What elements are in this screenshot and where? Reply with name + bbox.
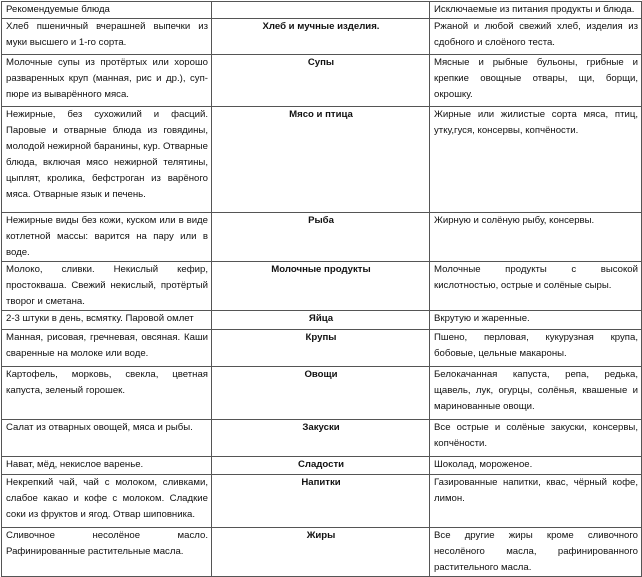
diet-table [1,1,642,577]
header-recommended: Рекомендуемые блюда [2,2,212,19]
recommended-cell: Сливочное несолёное масло. Рафинированные растительные масла. [2,528,212,577]
header-row [2,2,642,19]
recommended-cell: Нежирные виды без кожи, куском или в виде котлетной массы: варится на пару или в воде. [2,213,212,262]
excluded-cell: Пшено, перловая, кукурузная крупа, бобовые, цельные макароны. [430,330,642,367]
recommended-cell: Некрепкий чай, чай с молоком, сливками, слабое какао и кофе с молоком. Сладкие соки из фруктов и ягод. Отвар шиповника. [2,475,212,528]
recommended-cell: Манная, рисовая, гречневая, овсяная. Каши сваренные на молоке или воде. [2,330,212,367]
recommended-cell: Нават, мёд, некислое варенье. [2,457,212,475]
recommended-cell: Нежирные, без сухожилий и фасций. Паровые и отварные блюда из говядины, молодой нежирной баранины, кур. Отварные блюда, включая мясо нежирной телятины, цыплят, кролика, бефстроган из варёного мяса. Отварные язык и печень. [2,107,212,213]
category-cell: Яйца [212,311,430,330]
category-cell: Напитки [212,475,430,528]
excluded-cell: Газированные напитки, квас, чёрный кофе, лимон. [430,475,642,528]
category-cell: Сладости [212,457,430,475]
table-row [2,311,642,330]
category-cell: Жиры [212,528,430,577]
category-cell: Мясо и птица [212,107,430,213]
header-excluded: Исключаемые из питания продукты и блюда. [430,2,642,19]
recommended-cell: Хлеб пшеничный вчерашней выпечки из муки высшего и 1-го сорта. [2,19,212,55]
table-row [2,528,642,577]
excluded-cell: Жирную и солёную рыбу, консервы. [430,213,642,262]
category-cell: Крупы [212,330,430,367]
category-cell: Супы [212,55,430,107]
category-cell: Хлеб и мучные изделия. [212,19,430,55]
excluded-cell: Все острые и солёные закуски, консервы, копчёности. [430,420,642,457]
excluded-cell: Ржаной и любой свежий хлеб, изделия из сдобного и слоёного теста. [430,19,642,55]
excluded-cell: Вкрутую и жаренные. [430,311,642,330]
recommended-cell: Молоко, сливки. Некислый кефир, простокваша. Свежий некислый, протёртый творог и сметана. [2,262,212,311]
table-row [2,262,642,311]
excluded-cell: Мясные и рыбные бульоны, грибные и крепкие овощные отвары, щи, борщи, окрошку. [430,55,642,107]
table-row [2,213,642,262]
table-row [2,55,642,107]
table-row [2,19,642,55]
table-row [2,367,642,420]
table-row [2,475,642,528]
category-cell: Рыба [212,213,430,262]
excluded-cell: Шоколад, мороженое. [430,457,642,475]
recommended-cell: Молочные супы из протёртых или хорошо разваренных круп (манная, рис и др.), суп-пюре из выварённого мяса. [2,55,212,107]
excluded-cell: Все другие жиры кроме сливочного несолёного масла, рафинированного растительного масла. [430,528,642,577]
category-cell: Закуски [212,420,430,457]
recommended-cell: Картофель, морковь, свекла, цветная капуста, зеленый горошек. [2,367,212,420]
category-cell: Молочные продукты [212,262,430,311]
excluded-cell: Жирные или жилистые сорта мяса, птиц, утку,гуся, консервы, копчёности. [430,107,642,213]
recommended-cell: 2-3 штуки в день, всмятку. Паровой омлет [2,311,212,330]
excluded-cell: Белокачанная капуста, репа, редька, щавель, лук, огурцы, солёнья, квашеные и маринованные овощи. [430,367,642,420]
category-cell: Овощи [212,367,430,420]
table-row [2,420,642,457]
excluded-cell: Молочные продукты с высокой кислотностью, острые и солёные сыры. [430,262,642,311]
header-category [212,2,430,19]
table-row [2,330,642,367]
table-row [2,457,642,475]
table-row [2,107,642,213]
recommended-cell: Салат из отварных овощей, мяса и рыбы. [2,420,212,457]
